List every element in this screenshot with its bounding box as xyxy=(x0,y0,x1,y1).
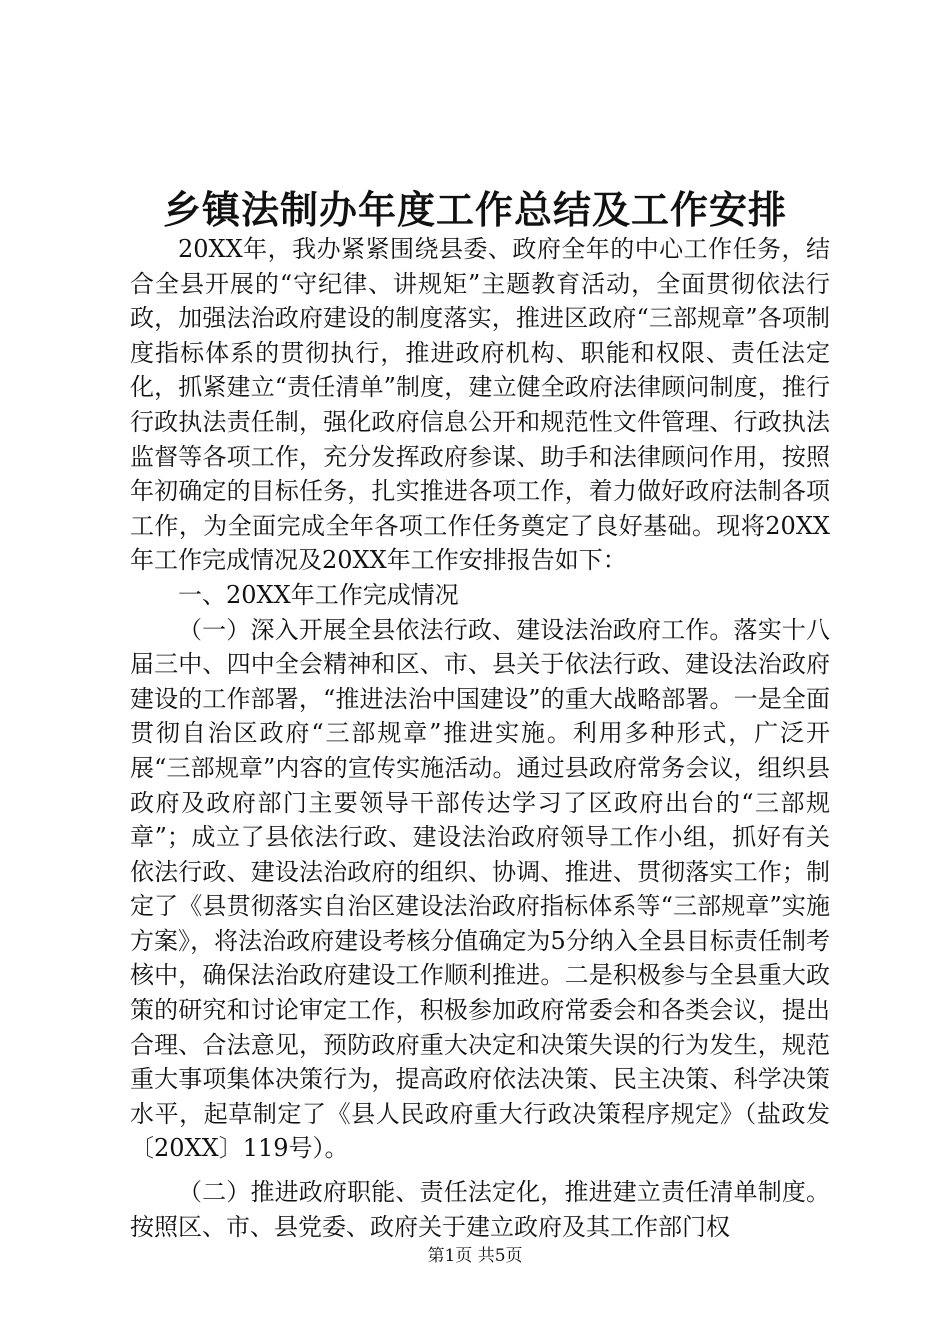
paragraph-item-2: （二）推进政府职能、责任法定化，推进建立责任清单制度。按照区、市、县党委、政府关于建立政府及其工作部门权 xyxy=(130,1178,830,1241)
paragraph-intro: 20XX年，我办紧紧围绕县委、政府全年的中心工作任务，结合全县开展的“守纪律、讲规矩”主题教育活动，全面贯彻依法行政，加强法治政府建设的制度落实，推进区政府“三部规章”各项制度指标体系的贯彻执行，推进政府机构、职能和权限、责任法定化，抓紧建立“责任清单”制度，建立健全政府法律顾问制度，推行行政执法责任制，强化政府信息公开和规范性文件管理、行政执法监督等各项工作，充分发挥政府参谋、助手和法律顾问作用，按照年初确定的目标任务，扎实推进各项工作，着力做好政府法制各项工作，为全面完成全年各项工作任务奠定了良好基础。现将20XX年工作完成情况及20XX年工作安排报告如下： xyxy=(130,235,830,575)
section-heading: 一、20XX年工作完成情况 xyxy=(178,580,459,609)
paragraph-item-1: （一）深入开展全县依法行政、建设法治政府工作。落实十八届三中、四中全会精神和区、市、县关于依法行政、建设法治政府建设的工作部署，“推进法治中国建设”的重大战略部署。一是全面贯彻自治区政府“三部规章”推进实施。利用多种形式，广泛开展“三部规章”内容的宣传实施活动。通过县政府常务会议，组织县政府及政府部门主要领导干部传达学习了区政府出台的“三部规章”；成立了县依法行政、建设法治政府领导工作小组，抓好有关依法行政、建设法治政府的组织、协调、推进、贯彻落实工作；制定了《县贯彻落实自治区建设法治政府指标体系等“三部规章”实施方案》，将法治政府建设考核分值确定为5分纳入全县目标责任制考核中，确保法治政府建设工作顺利推进。二是积极参与全县重大政策的研究和讨论审定工作，积极参加政府常委会和各类会议，提出合理、合法意见，预防政府重大决定和决策失误的行为发生，规范重大事项集体决策行为，提高政府依法决策、民主决策、科学决策水平，起草制定了《县人民政府重大行政决策程序规定》（盐政发〔20XX〕119号）。 xyxy=(130,615,830,1163)
document-title: 乡镇法制办年度工作总结及工作安排 xyxy=(162,188,787,232)
page-footer: 第1页 共5页 xyxy=(427,1246,523,1266)
document-body xyxy=(130,232,830,1244)
